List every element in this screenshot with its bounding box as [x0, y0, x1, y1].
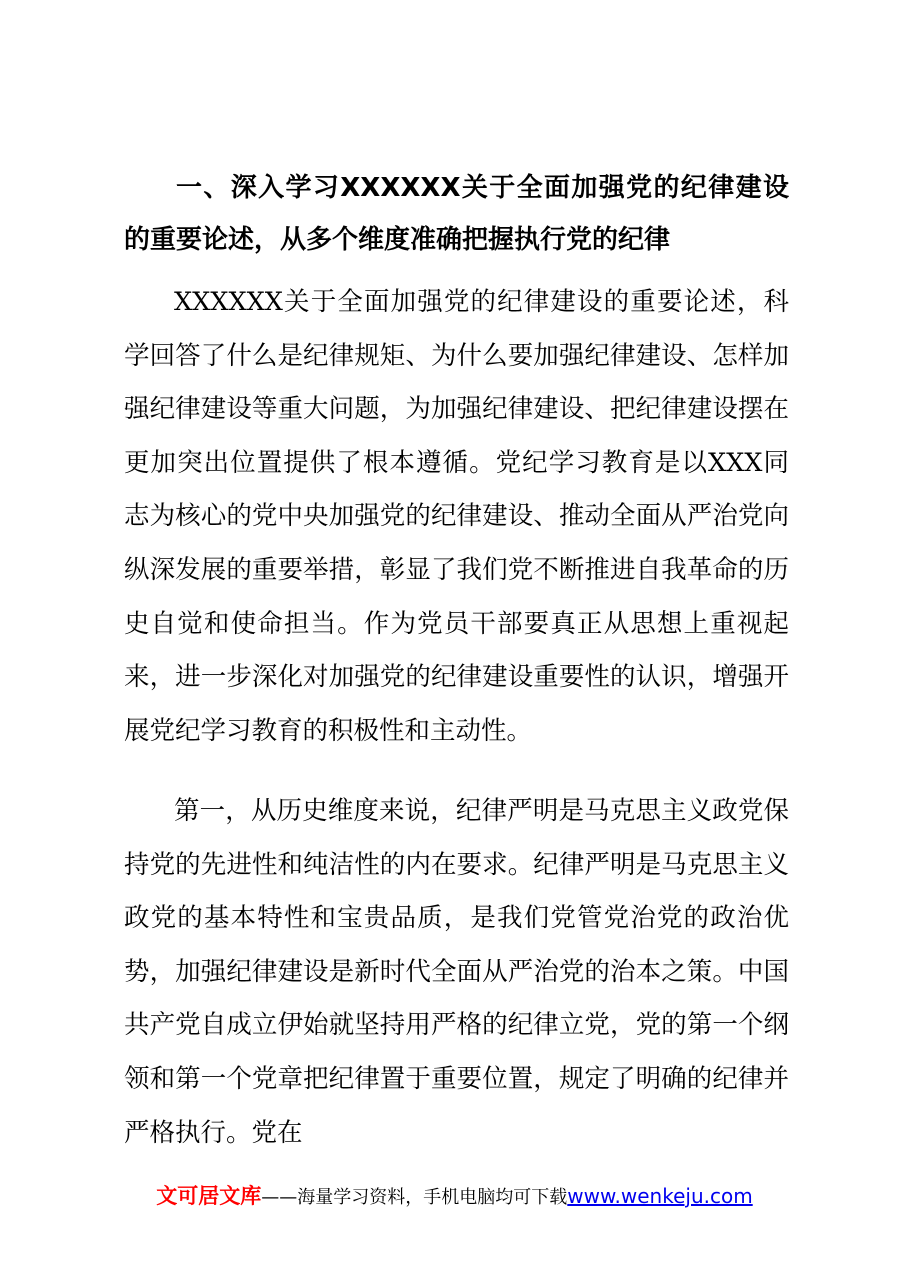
- section-heading: 一、深入学习XXXXXX关于全面加强党的纪律建设的重要论述，从多个维度准确把握执行党的纪律: [124, 173, 789, 255]
- footer-dash: ——: [261, 1187, 298, 1208]
- footer-link[interactable]: www.wenkeju.com: [567, 1184, 753, 1208]
- body-paragraph-2: 第一，从历史维度来说，纪律严明是马克思主义政党保持党的先进性和纯洁性的内在要求。纪律严明是马克思主义政党的基本特性和宝贵品质，是我们党管党治党的政治优势，加强纪律建设是新时代全面从严治党的治本之策。中国共产党自成立伊始就坚持用严格的纪律立党，党的第一个纲领和第一个党章把纪律置于重要位置，规定了明确的纪律并严格执行。党在: [124, 796, 789, 1148]
- footer-banner: [0, 1180, 909, 1210]
- footer-brand: 文可居文库: [156, 1184, 262, 1208]
- footer-slogan: 海量学习资料，手机电脑均可下载: [297, 1187, 568, 1208]
- body-paragraph-1: XXXXXX关于全面加强党的纪律建设的重要论述，科学回答了什么是纪律规矩、为什么要加强纪律建设、怎样加强纪律建设等重大问题，为加强纪律建设、把纪律建设摆在更加突出位置提供了根本遵循。党纪学习教育是以XXX同志为核心的党中央加强党的纪律建设、推动全面从严治党向纵深发展的重要举措，彰显了我们党不断推进自我革命的历史自觉和使命担当。作为党员干部要真正从思想上重视起来，进一步深化对加强党的纪律建设重要性的认识，增强开展党纪学习教育的积极性和主动性。: [124, 287, 789, 746]
